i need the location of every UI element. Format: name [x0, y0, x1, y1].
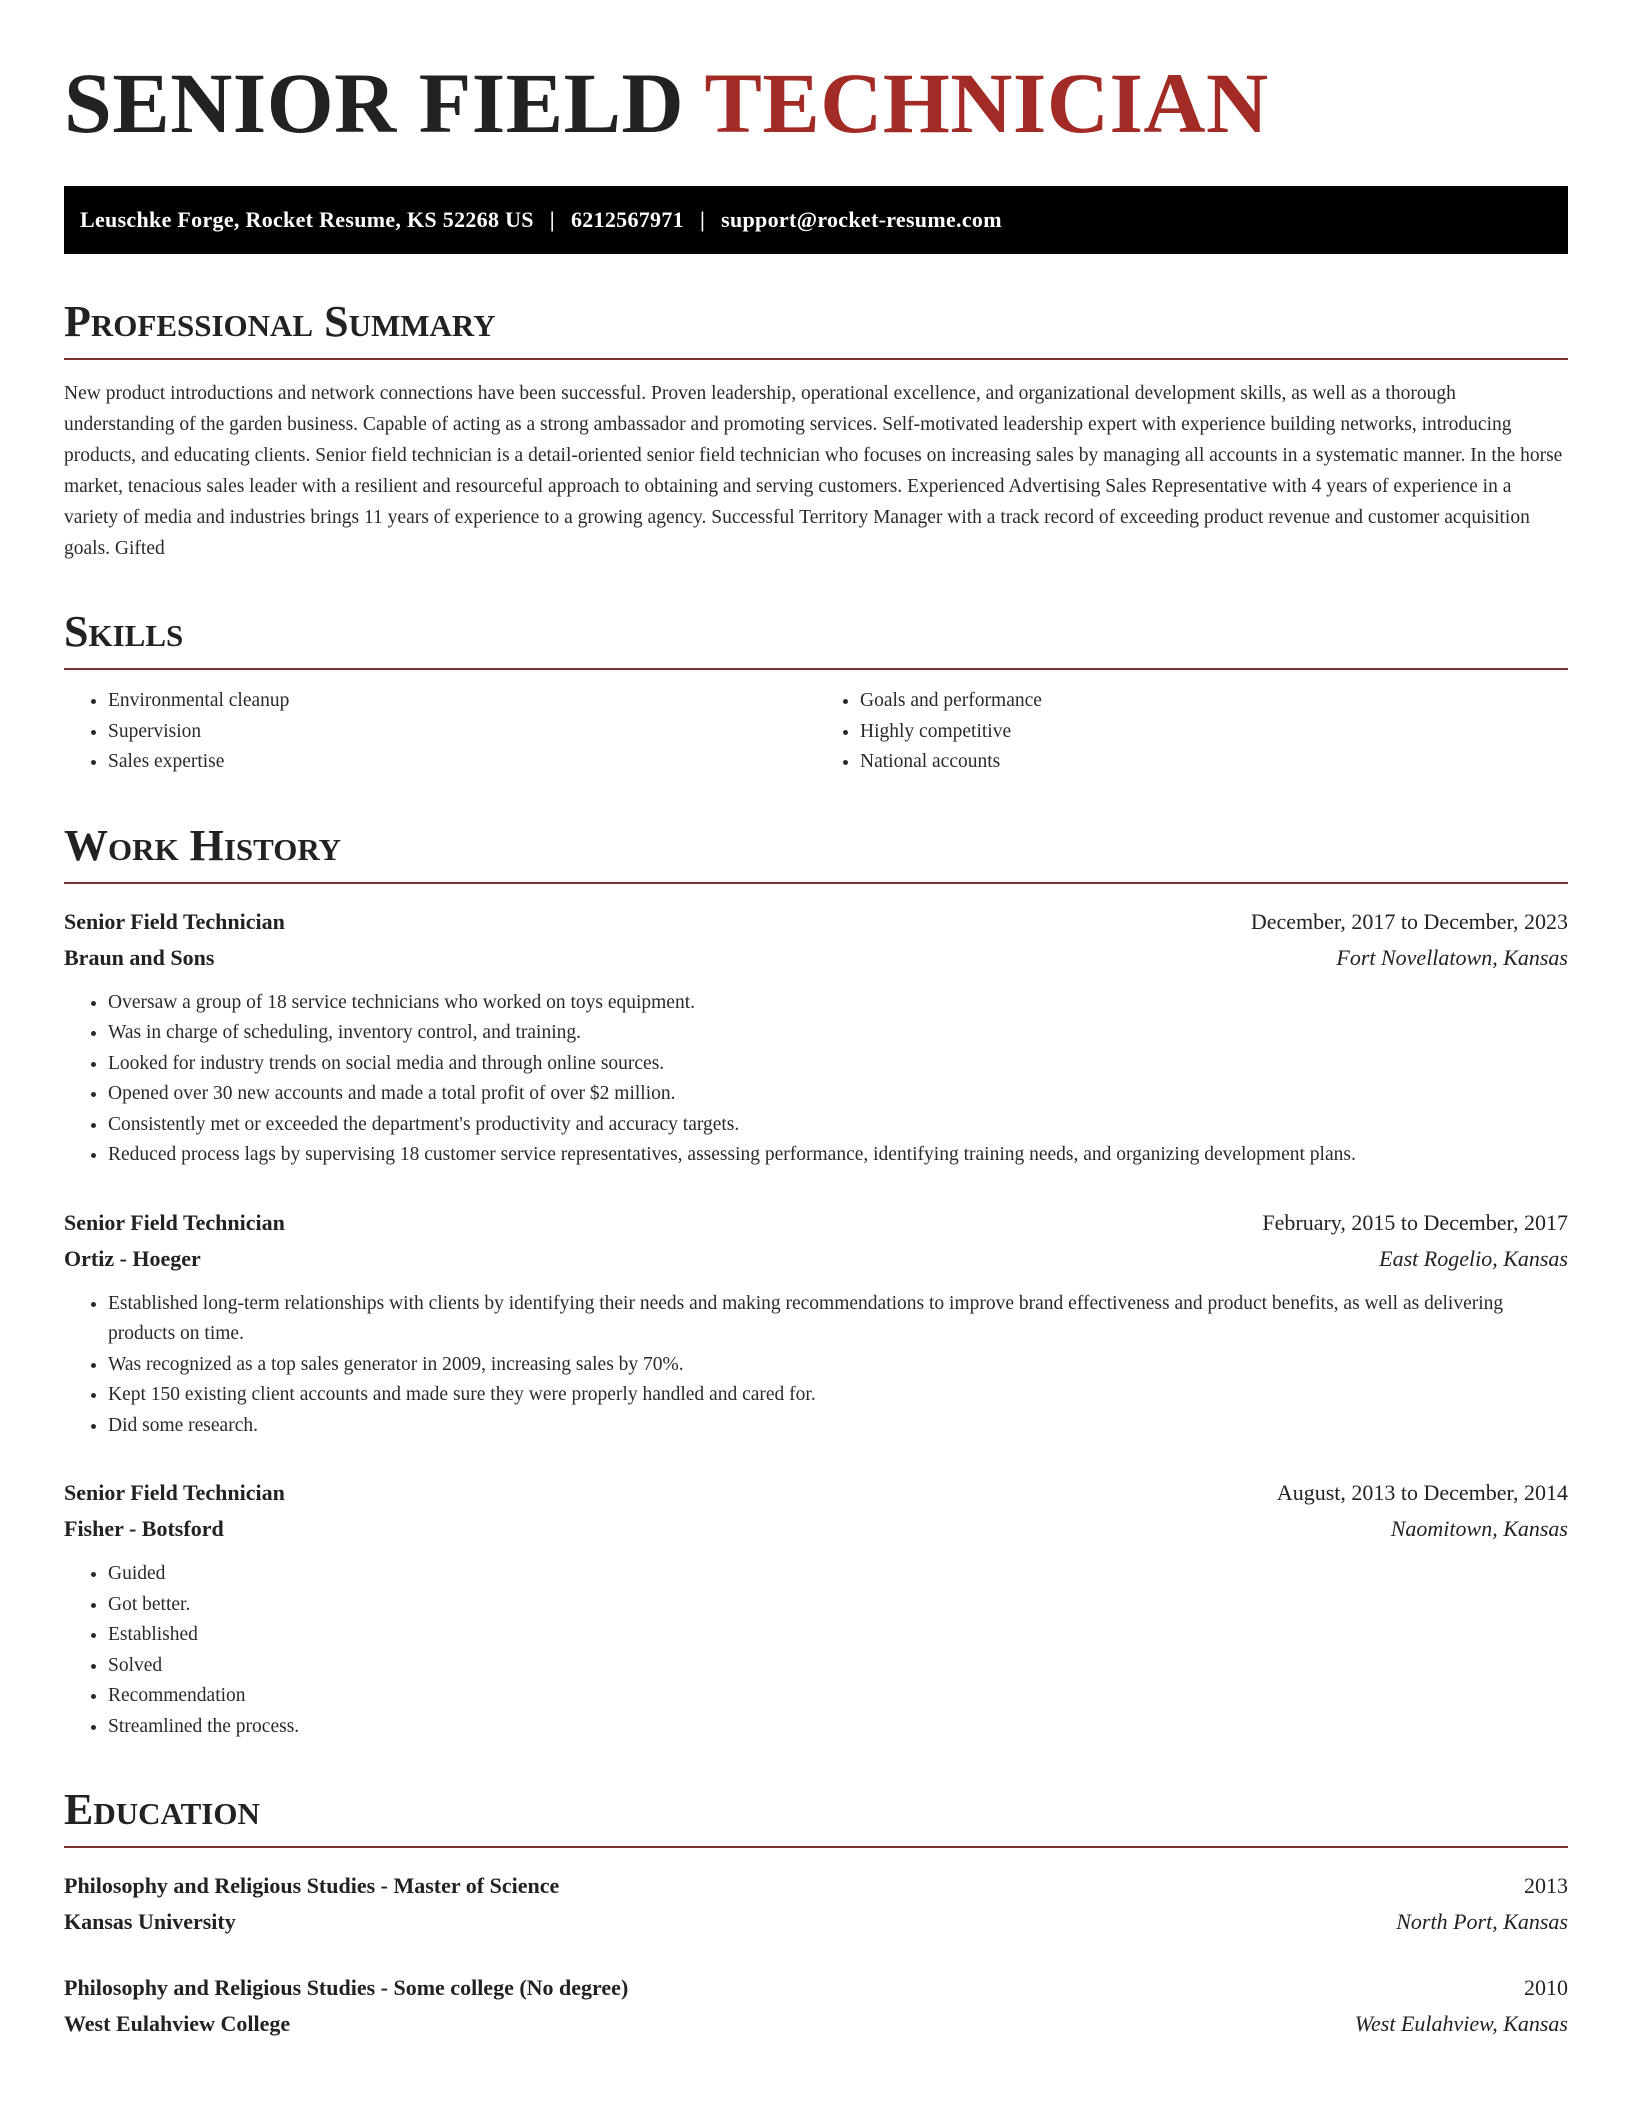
job-title: Senior Field Technician [64, 1209, 285, 1235]
job-bullet: • Established long-term relationships with clients by identifying their needs and making recommendations to improve brand effectiveness and product benefits, as well as delivering products on time. [108, 1289, 1568, 1350]
job-location: Naomitown, Kansas [1390, 1516, 1568, 1541]
education-school: Kansas University [64, 1909, 236, 1934]
skill-item: • Supervision [108, 717, 816, 748]
job-bullets [64, 988, 1568, 1171]
job-entry [64, 1205, 1568, 1442]
job-dates: February, 2015 to December, 2017 [1262, 1209, 1568, 1235]
job-location: Fort Novellatown, Kansas [1336, 944, 1568, 970]
contact-phone[interactable]: 6212567971 [570, 207, 684, 232]
job-bullet: • Guided [108, 1559, 1568, 1590]
page-title [64, 54, 1568, 151]
education-location: West Eulahview, Kansas [1354, 2011, 1568, 2036]
job-company: Fisher - Botsford [64, 1516, 224, 1541]
job-title: Senior Field Technician [64, 1480, 285, 1505]
skills-section [64, 607, 1568, 778]
job-dates: December, 2017 to December, 2023 [1250, 908, 1568, 934]
job-bullets [64, 1559, 1568, 1742]
job-entry [64, 1475, 1568, 1742]
education-year: 2010 [1524, 1975, 1568, 2000]
job-bullet: • Looked for industry trends on social media and through online sources. [108, 1049, 1568, 1080]
education-degree: Philosophy and Religious Studies - Master of Science [64, 1873, 560, 1898]
job-bullet: • Was in charge of scheduling, inventory control, and training. [108, 1018, 1568, 1049]
work-history-heading: Work History [64, 824, 1568, 884]
education-year: 2013 [1524, 1873, 1568, 1898]
contact-separator: | [549, 207, 555, 232]
education-school: West Eulahview College [64, 2011, 291, 2036]
job-title: Senior Field Technician [64, 908, 285, 934]
name-accent: TECHNICIAN [704, 55, 1269, 151]
summary-text: New product introductions and network connections have been successful. Proven leadership, operational excellence, and organizational development skills, as well as a thorough understanding of the garden business. Capable of acting as a strong ambassador and promoting services. Self-motivated leadership expert with experience building networks, introducing products, and educating clients. Senior field technician is a detail-oriented senior field technician who focuses on increasing sales by managing all accounts in a systematic manner. In the horse market, tenacious sales leader with a resilient and resourceful approach to obtaining and serving customers. Experienced Advertising Sales Representative with 4 years of experience in a variety of media and industries brings 11 years of experience to a growing agency. Successful Territory Manager with a track record of exceeding product revenue and customer acquisition goals. Gifted [64, 383, 1563, 559]
summary-heading: Professional Summary [64, 300, 1568, 360]
job-location: East Rogelio, Kansas [1379, 1245, 1568, 1271]
job-bullet: • Streamlined the process. [108, 1712, 1568, 1743]
education-heading: Education [64, 1788, 1568, 1848]
job-company: Ortiz - Hoeger [64, 1245, 201, 1271]
job-bullet: • Did some research. [108, 1411, 1568, 1442]
job-bullet: • Got better. [108, 1590, 1568, 1621]
skill-item: • Sales expertise [108, 747, 816, 778]
education-degree: Philosophy and Religious Studies - Some college (No degree) [64, 1975, 629, 2000]
contact-separator: | [699, 207, 706, 232]
skill-item: • Environmental cleanup [108, 686, 816, 717]
skills-column-right [816, 686, 1568, 778]
education-section [64, 1785, 1568, 2042]
job-entry [64, 904, 1568, 1171]
summary-section [64, 297, 1568, 564]
skill-item: • Goals and performance [860, 686, 1568, 717]
skills-heading: Skills [64, 610, 1568, 670]
contact-email[interactable]: support@rocket-resume.com [721, 207, 1002, 232]
contact-bar [64, 186, 1568, 254]
skills-column-left [64, 686, 816, 778]
education-location: North Port, Kansas [1396, 1909, 1568, 1934]
job-bullet: • Opened over 30 new accounts and made a total profit of over $2 million. [108, 1079, 1568, 1110]
skills-list [64, 686, 1568, 778]
education-entry [64, 1970, 1568, 2042]
job-bullet: • Kept 150 existing client accounts and made sure they were properly handled and cared for. [108, 1380, 1568, 1411]
job-bullet: • Established [108, 1620, 1568, 1651]
education-entry [64, 1868, 1568, 1940]
job-bullet: • Recommendation [108, 1681, 1568, 1712]
skill-item: • National accounts [860, 747, 1568, 778]
skill-item: • Highly competitive [860, 717, 1568, 748]
contact-address: Leuschke Forge, Rocket Resume, KS 52268 US [80, 207, 534, 232]
job-bullet: • Consistently met or exceeded the department's productivity and accuracy targets. [108, 1110, 1568, 1141]
work-history-section [64, 820, 1568, 1743]
job-bullet: • Oversaw a group of 18 service technicians who worked on toys equipment. [108, 988, 1568, 1019]
job-bullet: • Was recognized as a top sales generator in 2009, increasing sales by 70%. [108, 1350, 1568, 1381]
job-bullet: • Solved [108, 1651, 1568, 1682]
job-company: Braun and Sons [64, 944, 215, 970]
job-bullet: • Reduced process lags by supervising 18 customer service representatives, assessing performance, identifying training needs, and organizing development plans. [108, 1140, 1568, 1171]
job-bullets [64, 1289, 1568, 1442]
name-first: SENIOR FIELD [64, 55, 685, 151]
job-dates: August, 2013 to December, 2014 [1276, 1480, 1568, 1505]
